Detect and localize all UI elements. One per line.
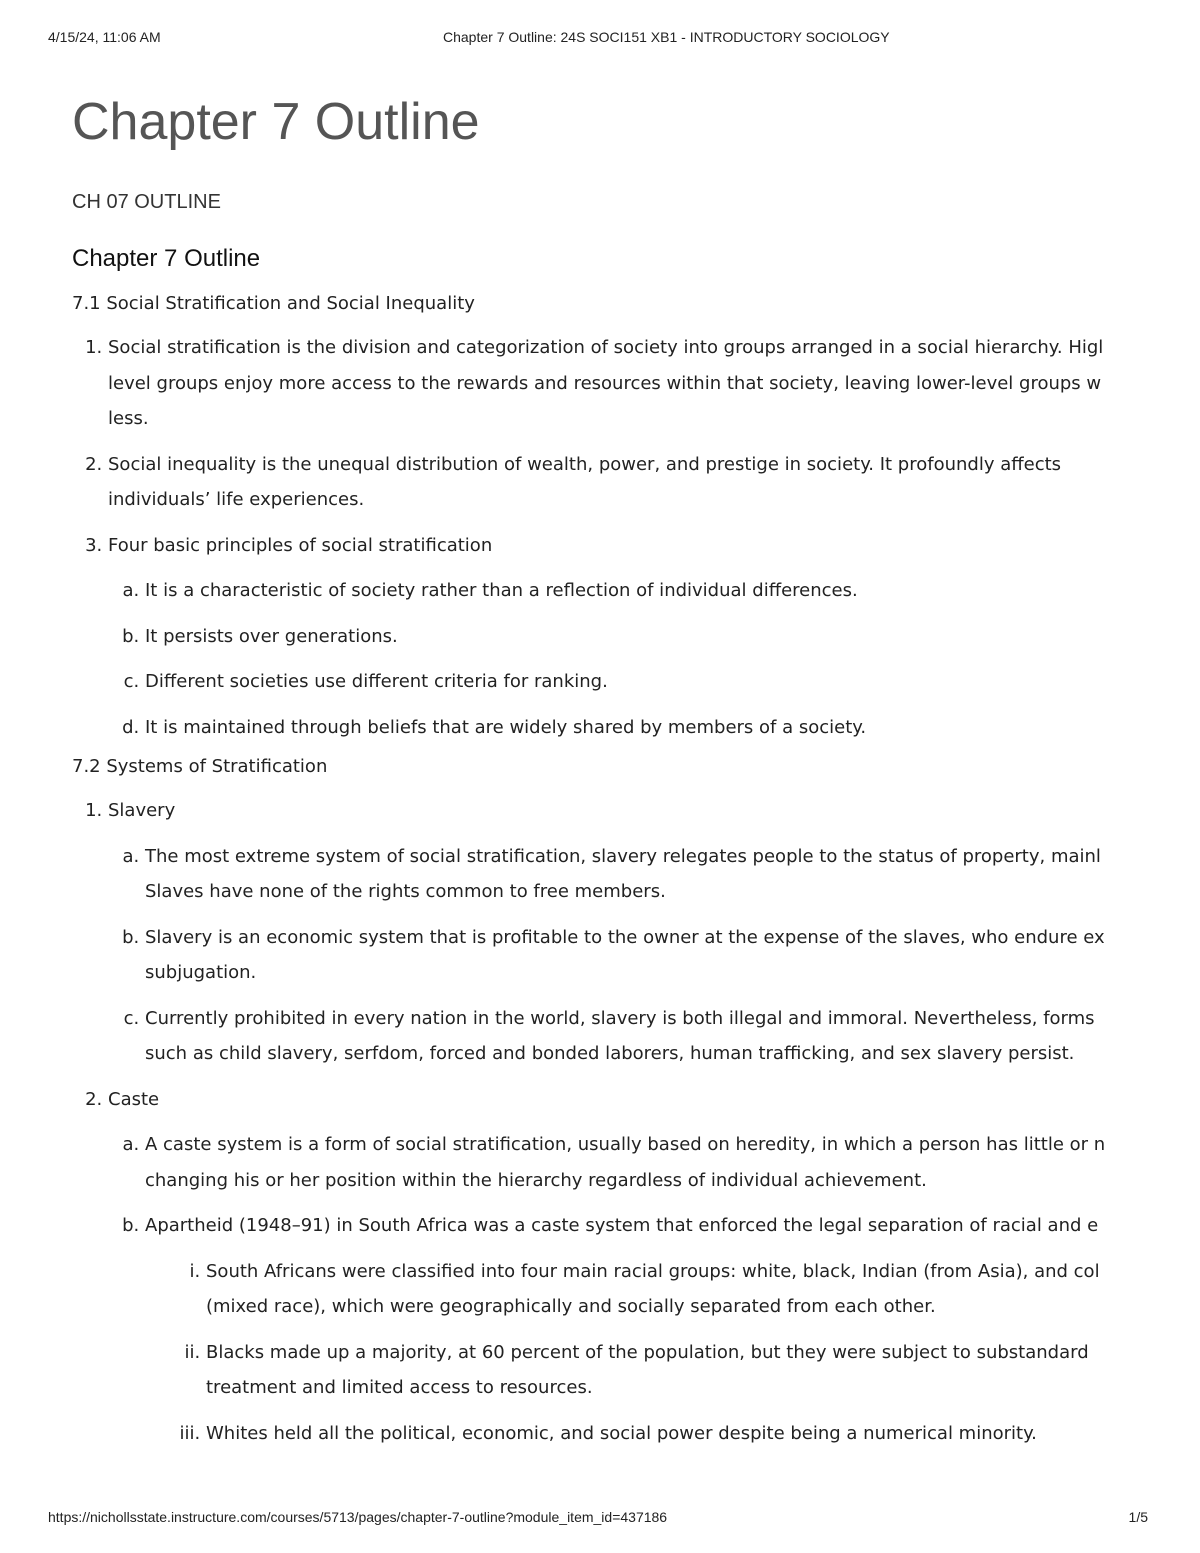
print-header-title: Chapter 7 Outline: 24S SOCI151 XB1 - INTRODUCTORY SOCIOLOGY bbox=[443, 29, 890, 45]
list-item: 2. Caste a. A caste system is a form of social stratification, usually based on heredity, in which a person has little or n changing his or her position within the hierarchy regardless of individual achievement. b. Apartheid (1948–91) in South Africa was a caste system that enforced the legal separation of racial and e i. South Africans were classified into four main racial groups: white, black, Indian (from Asia), and col (mixed race), which were geographically and socially separated from each other. ii. Blacks made up a majority, at 60 percent of the population, but they were subject to substandard treatment and limited access to resources. iii. Whites held all the political, economic, and social power despite being a numerical minority. bbox=[108, 1082, 1146, 1452]
apartheid-list bbox=[145, 1254, 1146, 1452]
list-item: d. It is maintained through beliefs that are widely shared by members of a society. bbox=[145, 710, 1146, 746]
page-title: Chapter 7 Outline bbox=[72, 93, 480, 151]
list-item: c. Different societies use different criteria for ranking. bbox=[145, 664, 1146, 700]
section-7-1-list bbox=[72, 330, 1146, 745]
list-item: 3. Four basic principles of social stratification a. It is a characteristic of society rather than a reflection of individual differences. b. It persists over generations. c. Different societies use different criteria for ranking. d. It is maintained through beliefs that are widely shared by members of a society. bbox=[108, 528, 1146, 746]
page-number: 1/5 bbox=[1128, 1509, 1148, 1525]
list-item: b. It persists over generations. bbox=[145, 619, 1146, 655]
list-item: ii. Blacks made up a majority, at 60 percent of the population, but they were subject to substandard treatment and limited access to resources. bbox=[206, 1335, 1146, 1406]
list-item: a. A caste system is a form of social stratification, usually based on heredity, in which a person has little or n changing his or her position within the hierarchy regardless of individual achievement. bbox=[145, 1127, 1146, 1198]
list-item: b. Slavery is an economic system that is profitable to the owner at the expense of the slaves, who endure ex subjugation. bbox=[145, 920, 1146, 991]
principles-list bbox=[108, 573, 1146, 745]
list-item: iii. Whites held all the political, economic, and social power despite being a numerical minority. bbox=[206, 1416, 1146, 1452]
caste-list bbox=[108, 1127, 1146, 1451]
section-7-2-list bbox=[72, 793, 1146, 1451]
print-footer-url: https://nichollsstate.instructure.com/courses/5713/pages/chapter-7-outline?module_item_id=437186 bbox=[48, 1509, 668, 1525]
list-item: a. It is a characteristic of society rather than a reflection of individual differences. bbox=[145, 573, 1146, 609]
list-item: i. South Africans were classified into four main racial groups: white, black, Indian (from Asia), and col (mixed race), which were geographically and socially separated from each other. bbox=[206, 1254, 1146, 1325]
section-heading-7-1: 7.1 Social Stratification and Social Inequality bbox=[72, 293, 475, 314]
list-item: b. Apartheid (1948–91) in South Africa was a caste system that enforced the legal separation of racial and e i. South Africans were classified into four main racial groups: white, black, Indian (from Asia), and col (mixed race), which were geographically and socially separated from each other. ii. Blacks made up a majority, at 60 percent of the population, but they were subject to substandard treatment and limited access to resources. iii. Whites held all the political, economic, and social power despite being a numerical minority. bbox=[145, 1208, 1146, 1451]
list-item: a. The most extreme system of social stratification, slavery relegates people to the status of property, mainl Slaves have none of the rights common to free members. bbox=[145, 839, 1146, 910]
list-item: 1. Slavery a. The most extreme system of social stratification, slavery relegates people to the status of property, mainl Slaves have none of the rights common to free members. b. Slavery is an economic system that is profitable to the owner at the expense of the slaves, who endure ex subjugation. c. Currently prohibited in every nation in the world, slavery is both illegal and immoral. Nevertheless, forms such as child slavery, serfdom, forced and bonded laborers, human trafficking, and sex slavery persist. bbox=[108, 793, 1146, 1072]
outline-heading: Chapter 7 Outline bbox=[72, 245, 261, 272]
print-datetime: 4/15/24, 11:06 AM bbox=[48, 29, 161, 45]
section-heading-7-2: 7.2 Systems of Stratification bbox=[72, 756, 328, 777]
page-subtitle: CH 07 OUTLINE bbox=[72, 191, 221, 213]
list-item: 1. Social stratification is the division and categorization of society into groups arranged in a social hierarchy. Higl level groups enjoy more access to the rewards and resources within that society, leaving lower-level groups w less. bbox=[108, 330, 1146, 437]
list-item: c. Currently prohibited in every nation in the world, slavery is both illegal and immoral. Nevertheless, forms such as child slavery, serfdom, forced and bonded laborers, human trafficking, and sex slavery persist. bbox=[145, 1001, 1146, 1072]
list-item: 2. Social inequality is the unequal distribution of wealth, power, and prestige in society. It profoundly affects individuals’ life experiences. bbox=[108, 447, 1146, 518]
slavery-list bbox=[108, 839, 1146, 1072]
page-content bbox=[72, 86, 1146, 1461]
